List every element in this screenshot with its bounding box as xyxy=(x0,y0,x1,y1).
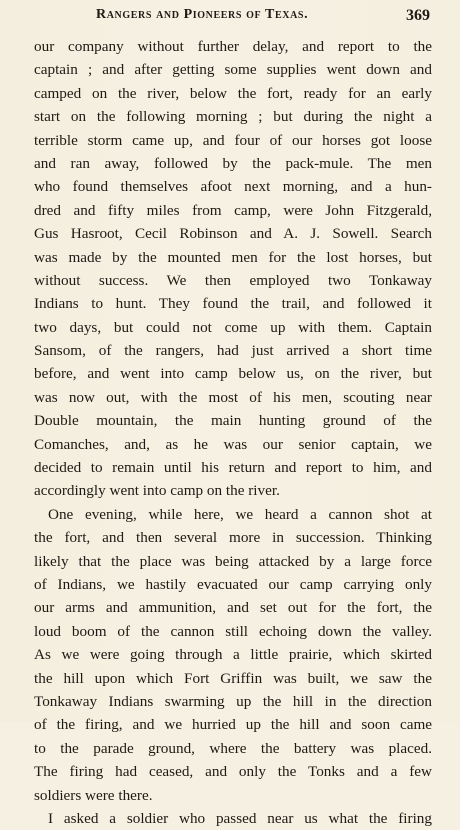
text-line: camped on the river, below the fort, ready for an early xyxy=(34,84,432,102)
text-line: who found themselves afoot next morning, and a hun- xyxy=(34,178,432,196)
text-line: was now out, with the most of his men, scouting near xyxy=(34,388,432,406)
text-line: likely that the place was being attacked by a large force xyxy=(34,552,432,570)
text-line: captain ; and after getting some supplies went down and xyxy=(34,61,432,79)
text-line: of the firing, and we hurried up the hill and soon came xyxy=(34,716,432,734)
text-line: Tonkaway Indians swarming up the hill in the direction xyxy=(34,692,432,710)
text-line: our arms and ammunition, and set out for the fort, the xyxy=(34,599,432,617)
text-line: our company without further delay, and report to the xyxy=(34,38,432,55)
text-line: Gus Hasroot, Cecil Robinson and A. J. Sowell. Search xyxy=(34,225,432,243)
text-line: The firing had ceased, and only the Tonks and a few xyxy=(34,763,432,781)
text-line: dred and fifty miles from camp, were John Fitzgerald, xyxy=(34,201,432,219)
text-line: to the parade ground, where the battery was placed. xyxy=(34,739,432,757)
text-line: terrible storm came up, and four of our horses got loose xyxy=(34,131,432,149)
running-title: Rangers and Pioneers of Texas. xyxy=(96,7,309,22)
text-line: loud boom of the cannon still echoing down the valley. xyxy=(34,622,432,640)
paragraph-start-line: One evening, while here, we heard a cannon shot at xyxy=(48,505,432,523)
text-line: soldiers were there. xyxy=(34,786,153,804)
text-line: Comanches, and, as he was our senior captain, we xyxy=(34,435,432,453)
text-line: accordingly went into camp on the river. xyxy=(34,482,280,500)
text-line: two days, but could not come up with them. Captain xyxy=(34,318,432,336)
text-line: and ran away, followed by the pack-mule. The men xyxy=(34,154,432,172)
text-line: start on the following morning ; but during the night a xyxy=(34,108,432,126)
text-line: decided to remain until his return and report to him, and xyxy=(34,459,432,477)
body-text xyxy=(34,35,432,830)
text-line: As we were going through a little prairie, which skirted xyxy=(34,646,432,664)
text-line: was made by the mounted men for the lost horses, but xyxy=(34,248,432,266)
text-line: Double mountain, the main hunting ground of the xyxy=(34,412,432,430)
page-number: 369 xyxy=(406,7,430,24)
running-head xyxy=(34,7,430,29)
text-line: the fort, and then several more in succession. Thinking xyxy=(34,529,432,547)
text-line: Sansom, of the rangers, had just arrived a short time xyxy=(34,342,432,360)
text-line: before, and went into camp below us, on the river, but xyxy=(34,365,432,383)
text-line: Indians to hunt. They found the trail, and followed it xyxy=(34,295,432,313)
text-line: of Indians, we hastily evacuated our camp carrying only xyxy=(34,575,432,593)
text-line: the hill upon which Fort Griffin was built, we saw the xyxy=(34,669,432,687)
text-line: without success. We then employed two Tonkaway xyxy=(34,271,432,289)
paragraph-start-line: I asked a soldier who passed near us what the firing xyxy=(48,809,432,827)
